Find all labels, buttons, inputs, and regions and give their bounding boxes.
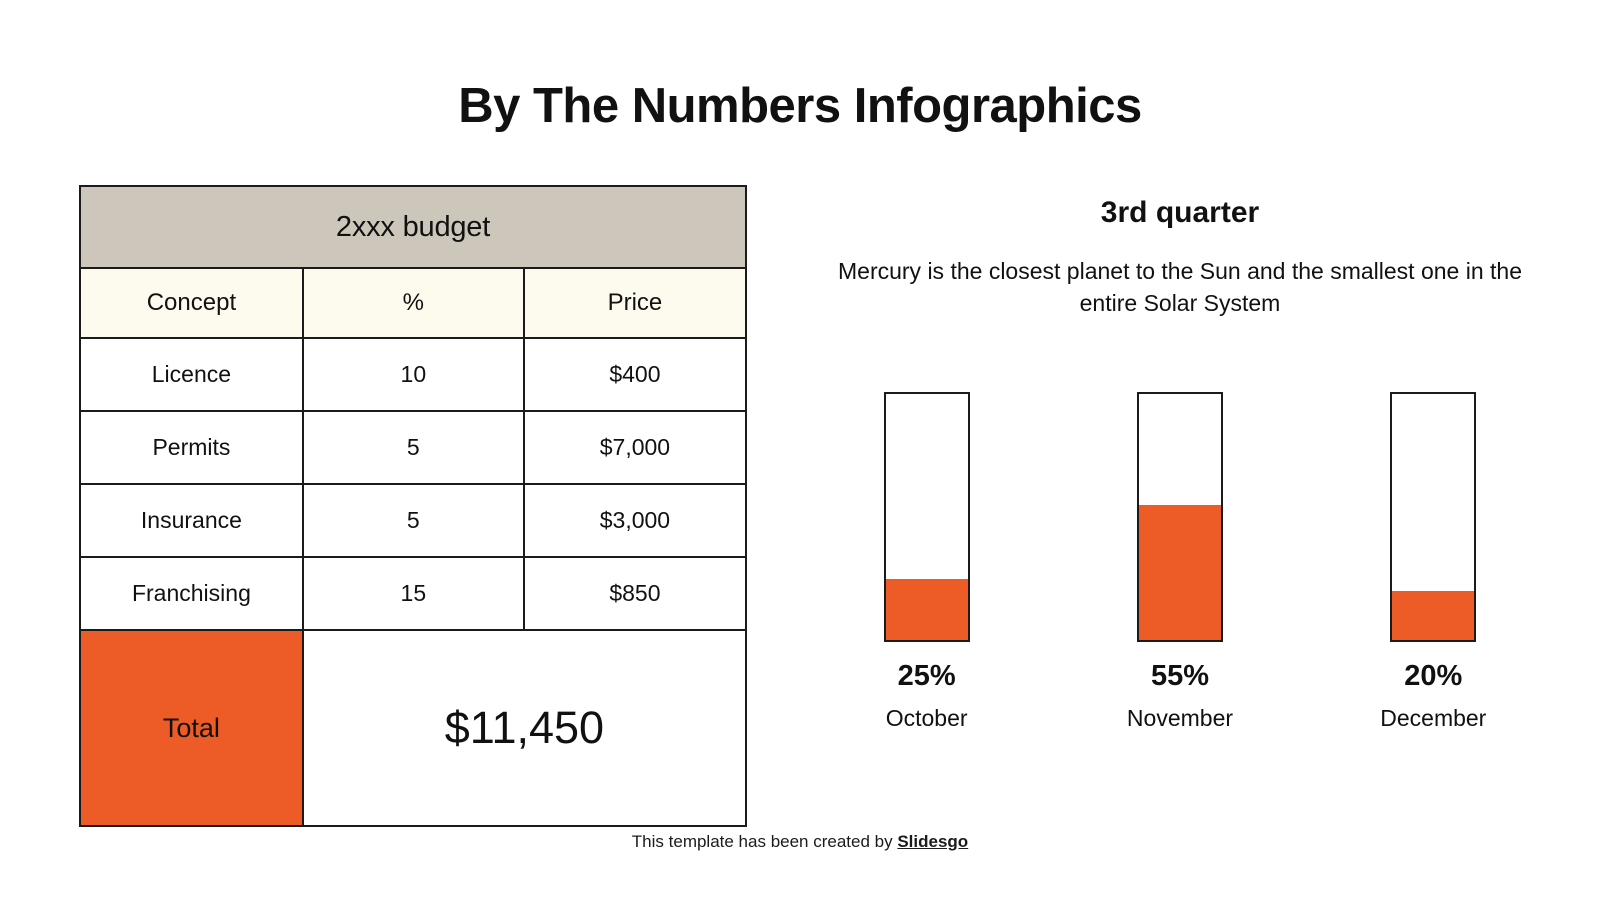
quarter-title: 3rd quarter bbox=[1100, 196, 1260, 229]
bar-fill bbox=[1139, 505, 1221, 640]
budget-table bbox=[79, 185, 747, 827]
cell-percent: 15 bbox=[303, 557, 524, 630]
bar-group-october bbox=[827, 392, 1027, 732]
cell-price: $850 bbox=[524, 557, 746, 630]
cell-price: $400 bbox=[524, 338, 746, 411]
table-row bbox=[80, 411, 746, 484]
cell-percent: 5 bbox=[303, 411, 524, 484]
bar-category-label: December bbox=[1380, 705, 1487, 731]
bar-outline bbox=[1137, 392, 1223, 642]
slidesgo-link[interactable]: Slidesgo bbox=[897, 832, 969, 851]
table-header-row bbox=[80, 268, 746, 338]
bar-category-label: November bbox=[1126, 705, 1234, 731]
table-title: 2xxx budget bbox=[80, 186, 746, 268]
cell-concept: Franchising bbox=[80, 557, 303, 630]
bar-value-label: 25% bbox=[897, 660, 956, 692]
bar-fill bbox=[1392, 591, 1474, 640]
cell-concept: Licence bbox=[80, 338, 303, 411]
bar-group-november bbox=[1080, 392, 1280, 732]
column-header-price: Price bbox=[524, 268, 746, 338]
table-row bbox=[80, 484, 746, 557]
quarter-section bbox=[800, 196, 1560, 319]
quarter-description: Mercury is the closest planet to the Sun and the smallest one in the entire Solar System bbox=[838, 258, 1522, 316]
cell-percent: 10 bbox=[303, 338, 524, 411]
bar-chart bbox=[800, 392, 1560, 772]
total-label: Total bbox=[80, 630, 303, 826]
bar-outline bbox=[1390, 392, 1476, 642]
total-value: $11,450 bbox=[303, 630, 746, 826]
cell-concept: Permits bbox=[80, 411, 303, 484]
footer bbox=[0, 832, 1600, 852]
cell-price: $7,000 bbox=[524, 411, 746, 484]
table-row bbox=[80, 557, 746, 630]
footer-text: This template has been created by bbox=[631, 832, 898, 851]
cell-price: $3,000 bbox=[524, 484, 746, 557]
bar-value-label: 55% bbox=[1150, 660, 1209, 692]
bar-group-december bbox=[1333, 392, 1533, 732]
table-row bbox=[80, 338, 746, 411]
cell-percent: 5 bbox=[303, 484, 524, 557]
page-title: By The Numbers Infographics bbox=[458, 79, 1142, 133]
bar-category-label: October bbox=[885, 705, 968, 731]
bar-fill bbox=[886, 579, 968, 641]
bar-outline bbox=[884, 392, 970, 642]
column-header-percent: % bbox=[303, 268, 524, 338]
table-total-row bbox=[80, 630, 746, 826]
table-title-row bbox=[80, 186, 746, 268]
column-header-concept: Concept bbox=[80, 268, 303, 338]
bar-value-label: 20% bbox=[1404, 660, 1463, 692]
cell-concept: Insurance bbox=[80, 484, 303, 557]
